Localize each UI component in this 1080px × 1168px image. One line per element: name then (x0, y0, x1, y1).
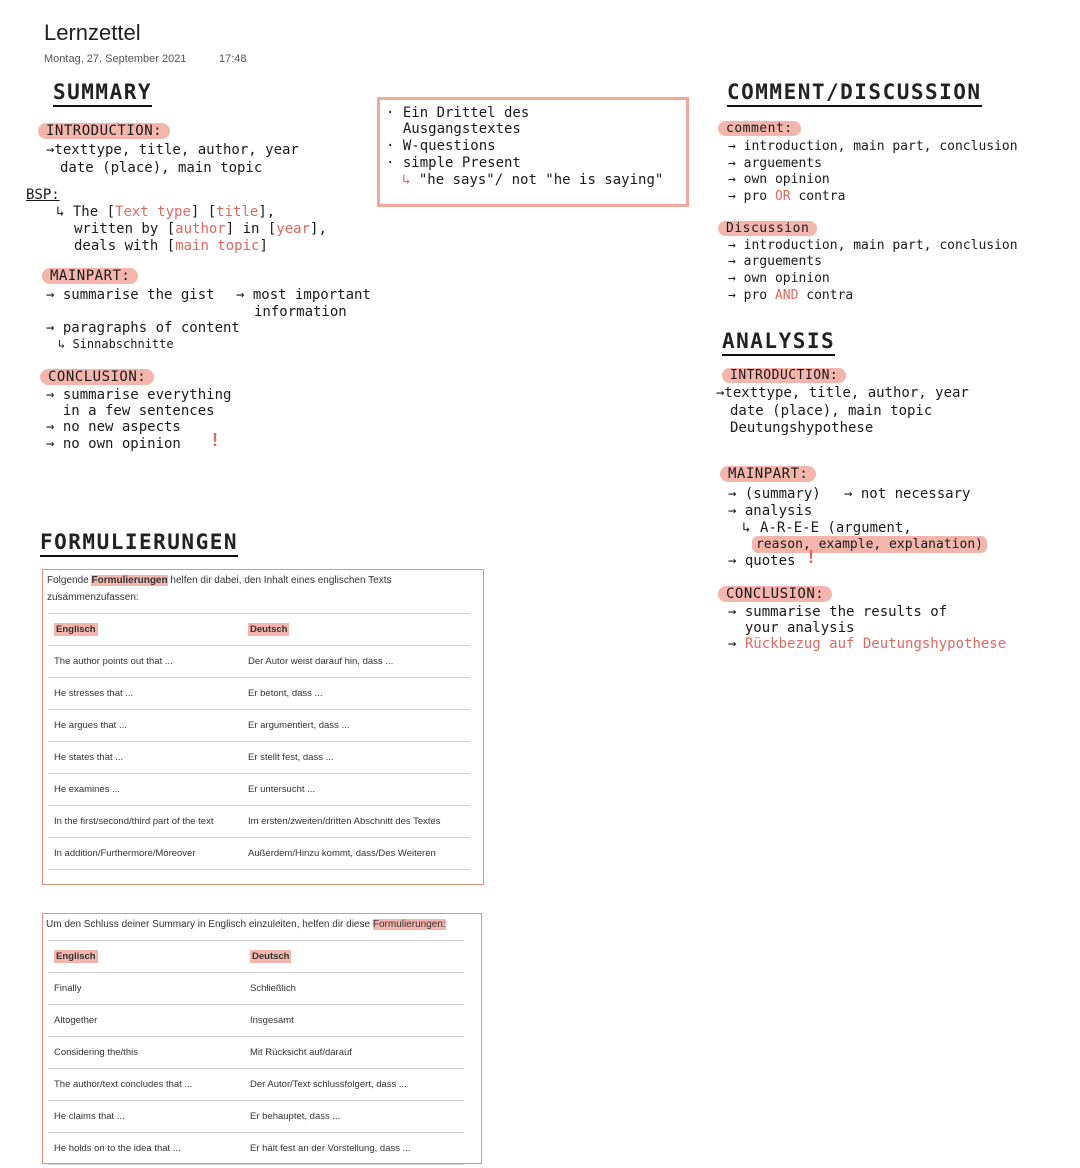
table-cell: Considering the/this (48, 1037, 244, 1069)
analysis-intro-line-1: →texttype, title, author, year (716, 385, 969, 401)
analysis-heading: ANALYSIS (722, 329, 835, 356)
summary-intro-line-1: →texttype, title, author, year (46, 142, 299, 158)
analysis-main-line-1: → (summary) (728, 486, 821, 502)
summary-main-line-1: → summarise the gist (46, 287, 215, 303)
table-cell: Insgesamt (244, 1005, 464, 1037)
table-cell: He states that ... (48, 742, 242, 774)
table-row (48, 774, 470, 806)
phrase-table-1 (42, 569, 484, 885)
page-time: 17:48 (219, 53, 247, 65)
discussion-line-1: → introduction, main part, conclusion (728, 238, 1018, 253)
summary-main-red-3: ↳ Sinnabschnitte (58, 337, 174, 351)
exclamation-icon: ! (212, 430, 218, 450)
summary-main-line-2: → paragraphs of content (46, 320, 240, 336)
summary-bsp-line-3: deals with [main topic] (74, 238, 268, 254)
table-cell: Er stellt fest, dass ... (242, 742, 470, 774)
table-header-cell: Deutsch (244, 941, 464, 973)
table-row (48, 678, 470, 710)
comment-label: comment: (718, 121, 801, 136)
summary-conclusion-label: CONCLUSION: (40, 369, 154, 385)
analysis-conclusion-line-2: your analysis (728, 620, 855, 636)
phrase-table-1-grid (48, 614, 470, 870)
table-row (48, 1101, 464, 1133)
table-cell: He stresses that ... (48, 678, 242, 710)
summary-intro-label: INTRODUCTION: (38, 123, 170, 139)
table-row (48, 973, 464, 1005)
summary-conclusion-line-1: → summarise everything (46, 387, 232, 403)
table-row (48, 1037, 464, 1069)
table-cell: He claims that ... (48, 1101, 244, 1133)
table-row (48, 838, 470, 870)
table-cell: He holds on to the idea that ... (48, 1133, 244, 1165)
table-row (48, 806, 470, 838)
table-cell: Er betont, dass ... (242, 678, 470, 710)
table-row (48, 742, 470, 774)
note-box (377, 97, 689, 207)
analysis-main-label: MAINPART: (720, 466, 816, 482)
note-line-5: ↳ "he says"/ not "he is saying" (402, 172, 664, 188)
summary-main-red-2: information (254, 304, 347, 320)
table-row (48, 710, 470, 742)
comment-line-3: → own opinion (728, 172, 830, 187)
comment-line-1: → introduction, main part, conclusion (728, 139, 1018, 154)
analysis-intro-line-2: date (place), main topic (730, 403, 933, 419)
table-header-row (48, 941, 464, 973)
analysis-main-line-3: A-R-E-E (argument, (760, 520, 912, 536)
note-line-2: Ausgangstextes (386, 121, 521, 137)
note-line-3: · W-questions (386, 138, 496, 154)
phrase-table-1-intro: Folgende Formulierungen helfen dir dabei, den Inhalt eines englischen Texts zusammenzufassen: (47, 575, 392, 603)
comment-line-2: → arguements (728, 156, 822, 171)
table-cell: He argues that ... (48, 710, 242, 742)
note-line-4: · simple Present (386, 155, 521, 171)
summary-bsp-line-2: written by [author] in [year], (74, 221, 327, 237)
table-cell: Altogether (48, 1005, 244, 1037)
phrase-table-1-body (48, 613, 470, 870)
comment-line-4: → pro OR contra (728, 189, 846, 204)
table-header-cell: Englisch (48, 614, 242, 646)
table-cell: Er untersucht ... (242, 774, 470, 806)
table-cell: In the first/second/third part of the text (48, 806, 242, 838)
comment-heading: COMMENT/DISCUSSION (727, 80, 982, 107)
analysis-main-red-1: → not necessary (844, 486, 971, 502)
table-cell: Er hält fest an der Vorstellung, dass ... (244, 1133, 464, 1165)
analysis-conclusion-label: CONCLUSION: (718, 586, 832, 602)
table-row (48, 1005, 464, 1037)
table-header-row (48, 614, 470, 646)
table-cell: Schließlich (244, 973, 464, 1005)
table-cell: He examines ... (48, 774, 242, 806)
table-row (48, 1133, 464, 1165)
summary-bsp-line-1: ↳ The [Text type] [title], (56, 204, 276, 220)
table-header-cell: Deutsch (242, 614, 470, 646)
discussion-line-3: → own opinion (728, 271, 830, 286)
phrase-table-2-body (48, 940, 464, 1165)
analysis-main-red-2: ↳ (742, 520, 751, 536)
analysis-main-line-2: → analysis (728, 503, 813, 519)
analysis-conclusion-line-3: → Rückbezug auf Deutungshypothese (728, 636, 1007, 652)
analysis-intro-label: INTRODUCTION: (722, 368, 846, 383)
phrase-table-2 (42, 913, 482, 1164)
summary-conclusion-line-3: → no new aspects (46, 419, 181, 435)
analysis-conclusion-line-1: → summarise the results of (728, 604, 948, 620)
table-cell: Außerdem/Hinzu kommt, dass/Des Weiteren (242, 838, 470, 870)
table-header-cell: Englisch (48, 941, 244, 973)
summary-main-red-1: → most important (236, 287, 371, 303)
page-title: Lernzettel (44, 20, 141, 45)
exclamation-icon: ! (808, 547, 814, 567)
summary-heading: SUMMARY (53, 80, 152, 107)
discussion-line-4: → pro AND contra (728, 288, 854, 303)
analysis-main-line-5: → quotes (728, 553, 796, 569)
table-cell: Im ersten/zweiten/dritten Abschnitt des Textes (242, 806, 470, 838)
summary-intro-line-2: date (place), main topic (60, 160, 263, 176)
formulierungen-heading: FORMULIERUNGEN (40, 530, 238, 557)
phrase-table-2-grid (48, 941, 464, 1165)
summary-bsp-label: BSP: (26, 187, 60, 203)
table-cell: Der Autor/Text schlussfolgert, dass ... (244, 1069, 464, 1101)
note-line-1: · Ein Drittel des (386, 105, 530, 121)
analysis-intro-red: Deutungshypothese (730, 420, 874, 436)
discussion-line-2: → arguements (728, 254, 822, 269)
table-cell: Er behauptet, dass ... (244, 1101, 464, 1133)
table-cell: Finally (48, 973, 244, 1005)
page-date: Montag, 27. September 2021 (44, 53, 187, 65)
table-cell: Mit Rücksicht auf/darauf (244, 1037, 464, 1069)
summary-conclusion-line-4: → no own opinion (46, 436, 181, 452)
discussion-label: Discussion (718, 221, 817, 236)
summary-main-label: MAINPART: (42, 268, 138, 284)
table-cell: In addition/Furthermore/Moreover (48, 838, 242, 870)
summary-conclusion-line-2: in a few sentences (46, 403, 215, 419)
table-row (48, 646, 470, 678)
phrase-table-2-intro: Um den Schluss deiner Summary in Englisch einzuleiten, helfen dir diese Formulierungen: (46, 919, 446, 930)
table-cell: The author/text concludes that ... (48, 1069, 244, 1101)
table-row (48, 1069, 464, 1101)
analysis-main-line-4: reason, example, explanation) (752, 536, 987, 553)
table-cell: Der Autor weist darauf hin, dass ... (242, 646, 470, 678)
table-cell: Er argumentiert, dass ... (242, 710, 470, 742)
table-cell: The author points out that ... (48, 646, 242, 678)
